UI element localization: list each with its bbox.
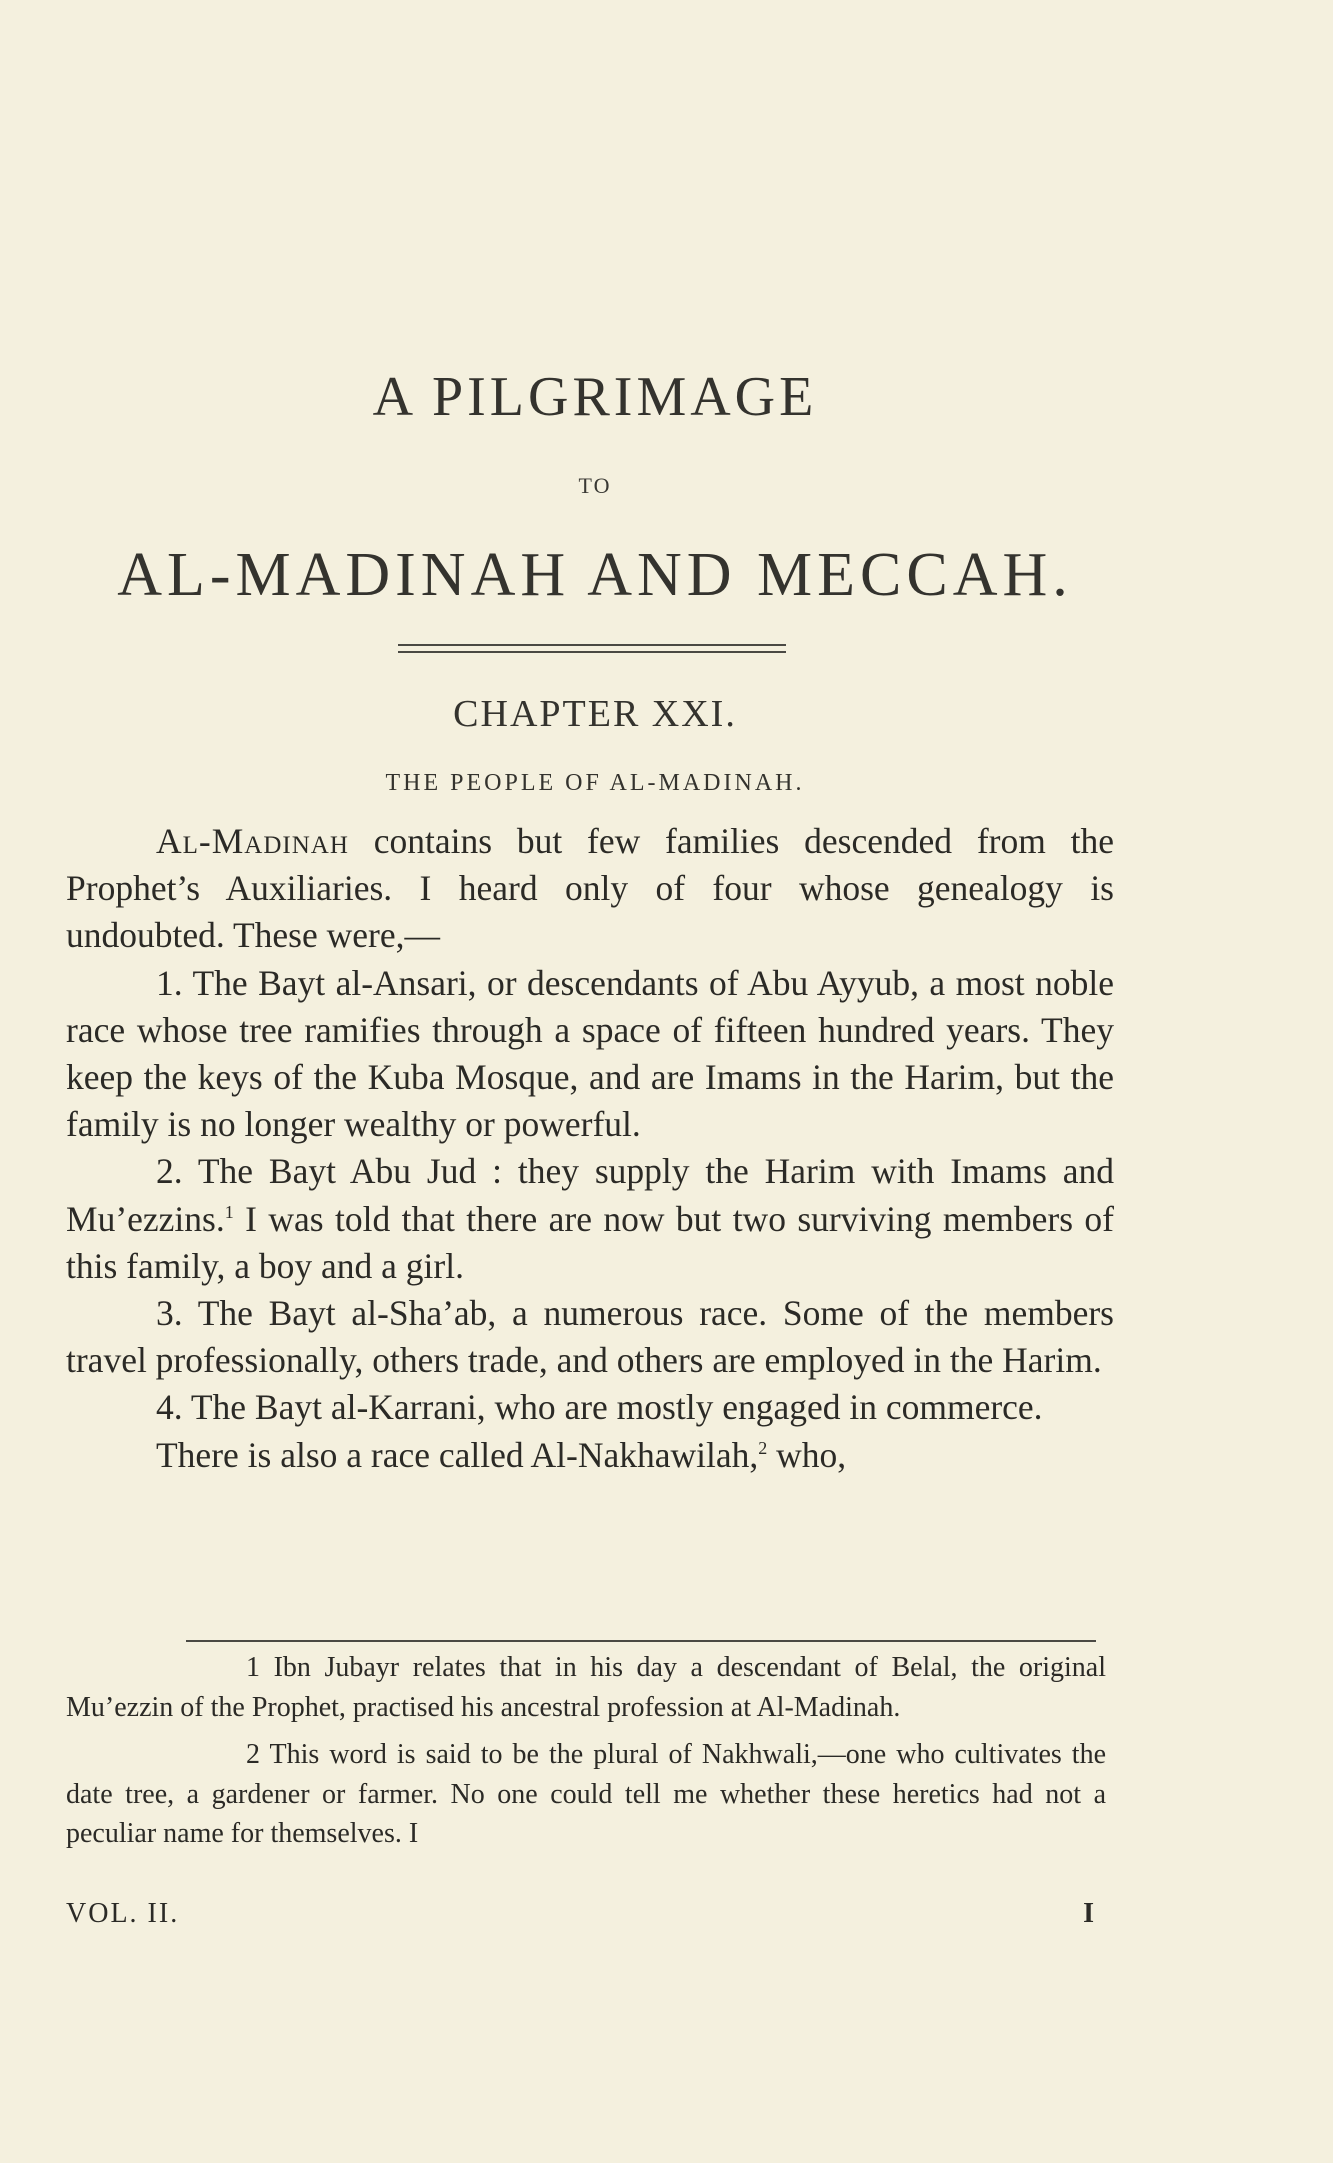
footnote-divider [186,1640,1096,1642]
opening-words: Al-Madinah [156,821,349,861]
chapter-heading: THE PEOPLE OF AL-MADINAH. [385,770,805,796]
paragraph-1-text: contains but few families descended from the Prophet’s Auxiliaries. I heard only of four whose genealogy is undoubted. These were,— [66,821,1114,956]
paragraph-3 [66,1148,1114,1290]
footnotes [66,1648,1106,1854]
body-text [66,818,1114,1479]
title-line-2: AL-MADINAH AND MECCAH. [117,541,1073,609]
footnote-1-number: 1 [246,1652,260,1683]
chapter-number: CHAPTER XXI. [453,693,737,735]
paragraph-6-text-a: There is also a race called Al-Nakhawilah, [156,1434,759,1475]
title-divider [398,644,786,653]
title-connector: TO [578,473,612,498]
signature-mark: I [1083,1898,1096,1929]
volume-label: VOL. II. [66,1898,180,1929]
footnote-ref-2: 2 [758,1437,768,1458]
footnote-1 [66,1648,1106,1727]
paragraph-6 [66,1432,1114,1479]
paragraph-3-text-a: 2. The Bayt Abu Jud : they supply the Harim with Imams and Mu’ezzins. [66,1151,1114,1239]
paragraph-1 [66,818,1114,960]
footnote-ref-1: 1 [224,1201,234,1222]
paragraph-4: 3. The Bayt al-Sha’ab, a numerous race. Some of the members travel professionally, others trade, and others are employed in the Harim. [66,1293,1114,1381]
paragraph-2: 1. The Bayt al-Ansari, or descendants of Abu Ayyub, a most noble race whose tree ramifies through a space of fifteen hundred years. They keep the keys of the Kuba Mosque, and are Imams in the Harim, but the family is no longer wealthy or powerful. [66,962,1114,1145]
footnote-2 [66,1735,1106,1854]
title-line-1: A PILGRIMAGE [372,366,818,428]
footnote-2-number: 2 [246,1739,260,1770]
footnote-1-text: Ibn Jubayr relates that in his day a descendant of Belal, the original Mu’ezzin of the Prophet, practised his ancestral profession at Al-Madinah. [66,1652,1106,1723]
paragraph-6-text-b: who, [767,1434,847,1475]
paragraph-3-text-b: I was told that there are now but two surviving members of this family, a boy and a girl. [66,1198,1114,1286]
footnote-2-text: This word is said to be the plural of Nakhwali,—one who cultivates the date tree, a gardener or farmer. No one could tell me whether these heretics had not a peculiar name for themselves. I [66,1739,1106,1849]
paragraph-5: 4. The Bayt al-Karrani, who are mostly engaged in commerce. [156,1387,1043,1428]
